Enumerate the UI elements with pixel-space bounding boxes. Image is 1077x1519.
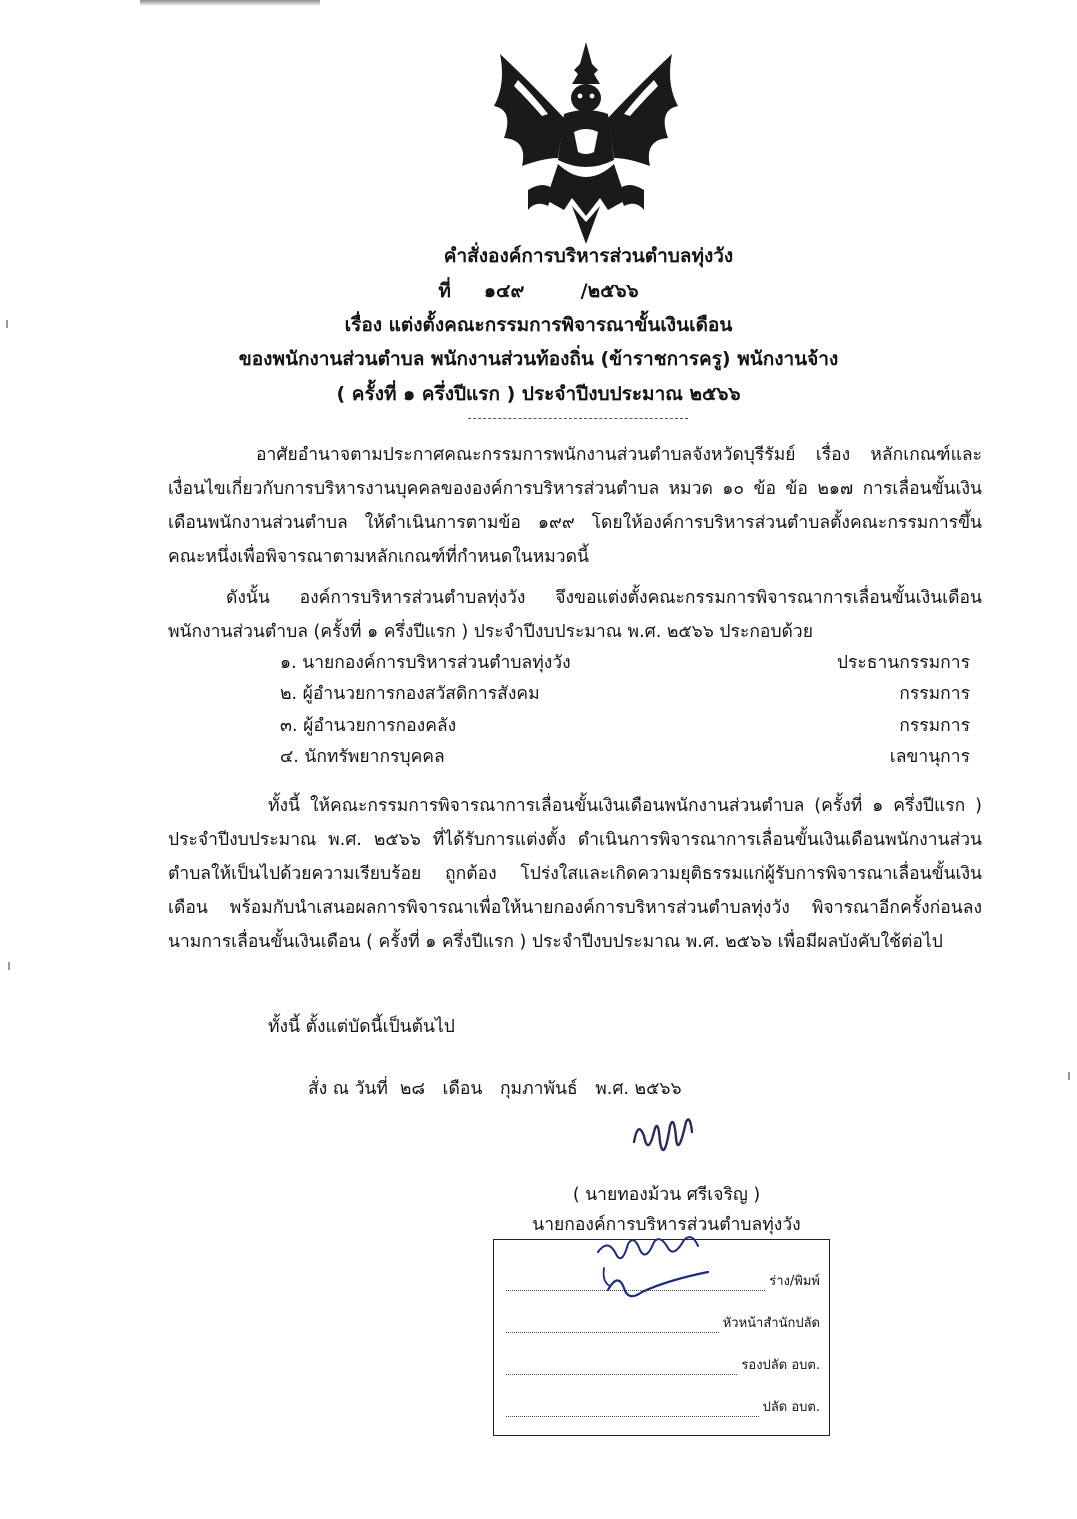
order-date: [308, 1074, 694, 1102]
header-divider: [468, 418, 688, 419]
dotted-line: [506, 1402, 759, 1417]
handwritten-initials: [588, 1232, 738, 1312]
committee-member: [280, 678, 970, 710]
order-number-value: ๑๔๙: [484, 280, 525, 302]
order-subject: เรื่อง แต่งตั้งคณะกรรมการพิจารณาขั้นเงินเดือน: [344, 314, 733, 336]
scan-speck: [1068, 1072, 1070, 1080]
paragraph-duties-text: ทั้งนี้ ให้คณะกรรมการพิจารณาการเลื่อนขั้นเงินเดือนพนักงานส่วนตำบล (ครั้งที่ ๑ ครึ่งปีแรก ) ประจำปีงบประมาณ พ.ศ. ๒๕๖๖ ที่ได้รับการแต่งตั้ง ดำเนินการพิจารณาการเลื่อนขั้นเงินเดือนพนักงานส่วนตำบลให้เป็นไปด้วยความเรียบร้อย ถูกต้อง โปร่งใสและเกิดความยุติธรรมแก่ผู้รับการพิจารณาเลื่อนขั้นเงินเดือน พร้อมกับนำเสนอผลการพิจารณาเพื่อให้นายกองค์การบริหารส่วนตำบลทุ่งวัง พิจารณาอีกครั้งก่อนลงนามการเลื่อนขั้นเงินเดือน ( ครั้งที่ ๑ ครึ่งปีแรก ) ประจำปีงบประมาณ พ.ศ. ๒๕๖๖ เพื่อมีผลบังคับใช้ต่อไป: [168, 796, 982, 952]
committee-member: [280, 741, 970, 773]
order-number: [0, 276, 1077, 306]
member-role: ประธานกรรมการ: [836, 652, 970, 673]
order-title: คำสั่งองค์การบริหารส่วนตำบลทุ่งวัง: [443, 245, 734, 267]
order-subject-line2: ของพนักงานส่วนตำบล พนักงานส่วนท้องถิ่น (ข้าราชการครู) พนักงานจ้าง: [238, 348, 839, 370]
paragraph-authority-text: อาศัยอำนาจตามประกาศคณะกรรมการพนักงานส่วนตำบลจังหวัดบุรีรัมย์ เรื่อง หลักเกณฑ์และเงื่อนไขเกี่ยวกับการบริหารงานบุคคลขององค์การบริหารส่วนตำบล หมวด ๑๐ ข้อ ข้อ ๒๑๗ การเลื่อนขั้นเงินเดือนพนักงานส่วนตำบล ให้ดำเนินการตามข้อ ๑๙๙ โดยให้องค์การบริหารส่วนตำบลตั้งคณะกรรมการขึ้นคณะหนึ่งเพื่อพิจารณาตามหลักเกณฑ์ที่กำหนดในหมวดนี้: [168, 445, 982, 567]
order-date-day: ๒๘: [399, 1079, 425, 1099]
paragraph-appointment: [168, 581, 982, 649]
signer-title: นายกองค์การบริหารส่วนตำบลทุ่งวัง: [532, 1215, 801, 1235]
scan-shadow: [140, 0, 320, 6]
dotted-line: [506, 1360, 737, 1375]
order-number-prefix: ที่: [438, 280, 451, 302]
member-role: กรรมการ: [899, 684, 970, 705]
paragraph-authority: [168, 438, 982, 574]
committee-member-list: [280, 646, 970, 772]
paragraph-appointment-text: ดังนั้น องค์การบริหารส่วนตำบลทุ่งวัง จึงขอแต่งตั้งคณะกรรมการพิจารณาการเลื่อนขั้นเงินเดือนพนักงานส่วนตำบล (ครั้งที่ ๑ ครึ่งปีแรก ) ประจำปีงบประมาณ พ.ศ. ๒๕๖๖ ประกอบด้วย: [168, 588, 982, 642]
order-subject-line3: ( ครั้งที่ ๑ ครึ่งปีแรก ) ประจำปีงบประมาณ ๒๕๖๖: [336, 383, 741, 405]
order-date-month-label: เดือน: [442, 1079, 483, 1099]
order-date-prefix: สั่ง ณ วันที่: [308, 1079, 388, 1099]
scan-speck: [8, 962, 10, 970]
member-name: ๒. ผู้อำนวยการกองสวัสดิการสังคม: [280, 684, 540, 705]
dotted-line: [506, 1318, 719, 1333]
member-name: ๓. ผู้อำนวยการกองคลัง: [280, 715, 457, 736]
effective-statement: ทั้งนี้ ตั้งแต่บัดนี้เป็นต้นไป: [268, 1017, 455, 1037]
committee-member: [280, 646, 970, 678]
paragraph-duties: [168, 789, 982, 959]
member-role: กรรมการ: [899, 715, 970, 736]
review-row: [506, 1396, 820, 1417]
review-row-label: ร่าง/พิมพ์: [769, 1274, 820, 1289]
scan-speck: [6, 320, 8, 328]
member-role: เลขานุการ: [889, 747, 970, 768]
review-row: [506, 1354, 820, 1375]
garuda-emblem-icon: [488, 40, 684, 245]
order-date-year: พ.ศ. ๒๕๖๖: [595, 1079, 682, 1099]
review-row-label: รองปลัด อบต.: [741, 1358, 820, 1373]
signer-name: ( นายทองม้วน ศรีเจริญ ): [572, 1185, 761, 1205]
handwritten-signature: [628, 1112, 698, 1172]
review-row-label: ปลัด อบต.: [762, 1400, 820, 1415]
order-date-month: กุมภาพันธ์: [499, 1079, 578, 1099]
order-number-year: /๒๕๖๖: [580, 280, 639, 302]
member-name: ๔. นักทรัพยากรบุคคล: [280, 747, 445, 768]
review-row-label: หัวหน้าสำนักปลัด: [722, 1316, 820, 1331]
member-name: ๑. นายกองค์การบริหารส่วนตำบลทุ่งวัง: [280, 652, 571, 673]
committee-member: [280, 709, 970, 741]
review-row: [506, 1312, 820, 1333]
